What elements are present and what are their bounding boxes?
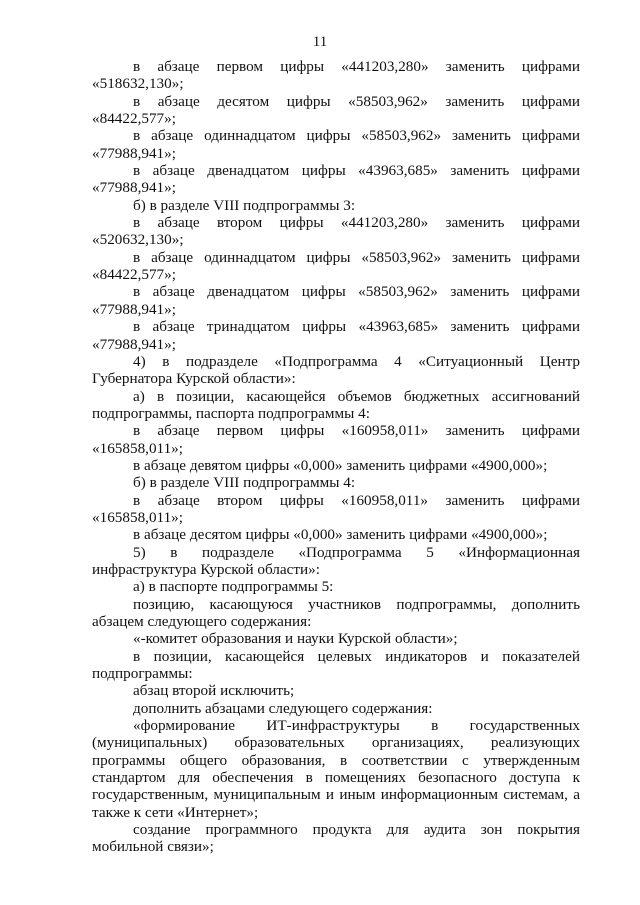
paragraph: а) в паспорте подпрограммы 5: xyxy=(133,578,334,596)
paragraph: б) в разделе VIII подпрограммы 3: xyxy=(133,196,356,214)
paragraph: в абзаце втором цифры «441203,280» заменить цифрами «520632,130»; xyxy=(92,214,580,249)
paragraph: в абзаце десятом цифры «58503,962» заменить цифрами «84422,577»; xyxy=(92,92,580,128)
paragraph: в абзаце десятом цифры «0,000» заменить цифрами «4900,000»; xyxy=(133,526,548,544)
paragraph: в абзаце тринадцатом цифры «43963,685» заменить цифрами «77988,941»; xyxy=(92,318,580,353)
paragraph: «формирование ИТ-инфраструктуры в государственных (муниципальных) образовательных организациях, реализующих программы общего образования, в соответствии с утвержденным стандартом для обеспечения в помещениях безопасного доступа к государственным, муниципальным и иным информационным системам, а также к сети «Интернет»; xyxy=(92,717,580,821)
paragraph: позицию, касающуюся участников подпрограммы, дополнить абзацем следующего содержания: xyxy=(92,595,580,630)
paragraph: б) в разделе VIII подпрограммы 4: xyxy=(133,474,356,492)
paragraph: в абзаце первом цифры «160958,011» заменить цифрами «165858,011»; xyxy=(92,422,580,457)
paragraph: в позиции, касающейся целевых индикаторов и показателей подпрограммы: xyxy=(92,647,580,683)
paragraph: в абзаце первом цифры «441203,280» заменить цифрами «518632,130»; xyxy=(92,58,580,93)
paragraph: создание программного продукта для аудита зон покрытия мобильной связи»; xyxy=(92,821,580,856)
paragraph: дополнить абзацами следующего содержания: xyxy=(133,699,433,717)
paragraph: в абзаце двенадцатом цифры «43963,685» заменить цифрами «77988,941»; xyxy=(92,162,580,197)
paragraph: 4) в подразделе «Подпрограмма 4 «Ситуационный Центр Губернатора Курской области»: xyxy=(92,352,580,388)
paragraph: в абзаце одиннадцатом цифры «58503,962» заменить цифрами «77988,941»; xyxy=(92,127,580,162)
paragraph: 5) в подразделе «Подпрограмма 5 «Информационная инфраструктура Курской области»: xyxy=(92,543,580,578)
paragraph: а) в позиции, касающейся объемов бюджетных ассигнований подпрограммы, паспорта подпрограммы 4: xyxy=(92,387,580,422)
paragraph: в абзаце втором цифры «160958,011» заменить цифрами «165858,011»; xyxy=(92,491,580,526)
paragraph: «-комитет образования и науки Курской области»; xyxy=(133,630,458,648)
document-body xyxy=(92,58,580,856)
paragraph: абзац второй исключить; xyxy=(133,682,295,700)
paragraph: в абзаце одиннадцатом цифры «58503,962» заменить цифрами «84422,577»; xyxy=(92,248,580,284)
paragraph: в абзаце двенадцатом цифры «58503,962» заменить цифрами «77988,941»; xyxy=(92,283,580,318)
page-number: 11 xyxy=(312,34,328,50)
paragraph: в абзаце девятом цифры «0,000» заменить цифрами «4900,000»; xyxy=(133,456,548,474)
